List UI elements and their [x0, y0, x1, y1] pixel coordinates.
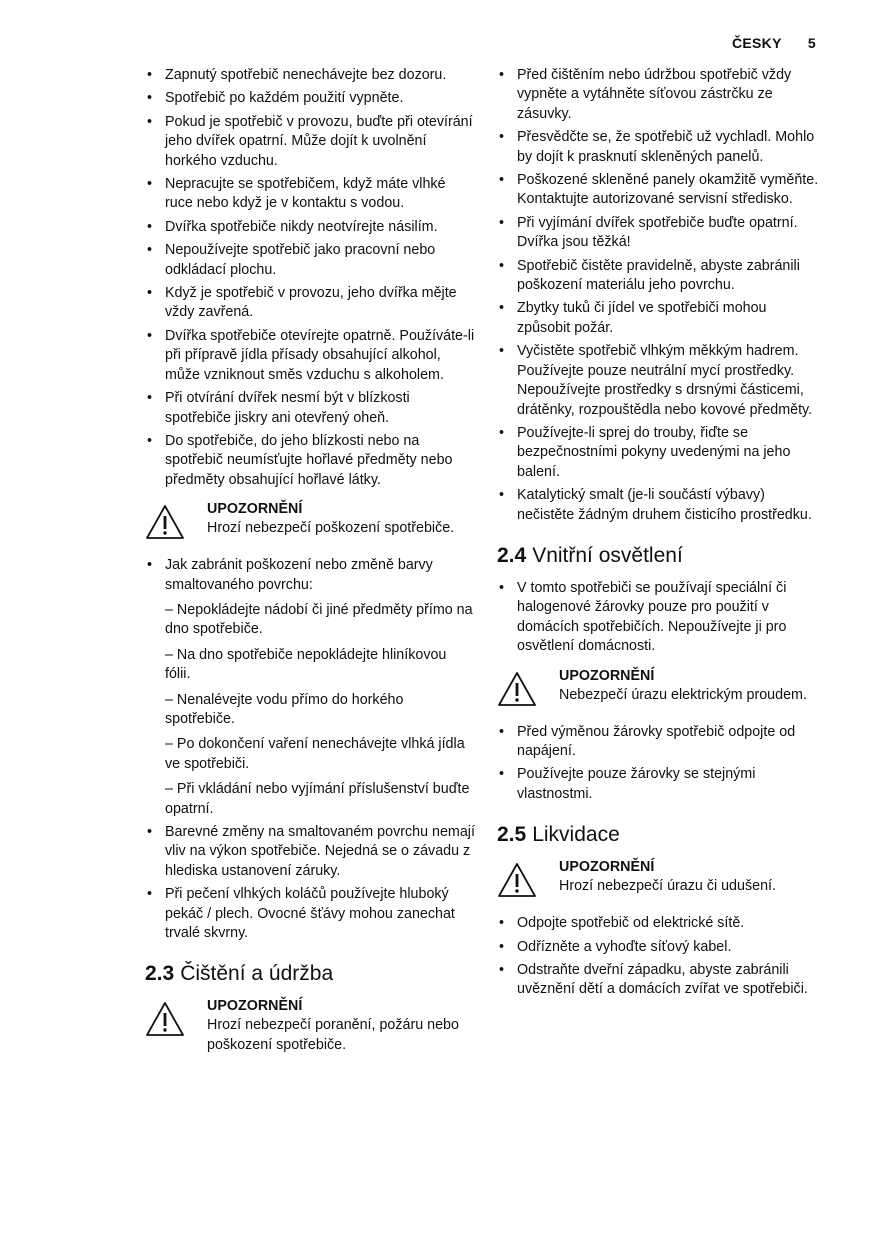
warning-box: [497, 667, 822, 711]
sub-item: – Nenalévejte vodu přímo do horkého spotřebiče.: [165, 691, 404, 727]
page-header: [732, 35, 816, 51]
list-item: • V tomto spotřebiči se používají speciální či halogenové žárovky pouze pro použití v domácích spotřebičích. Nepoužívejte ji pro osvětlení domácnosti.: [499, 579, 787, 655]
list-item: • Poškozené skleněné panely okamžitě vyměňte. Kontaktujte autorizované servisní středisko.: [499, 172, 819, 208]
bulb-list: [497, 723, 822, 805]
list-item: • Spotřebič čistěte pravidelně, abyste zabránili poškození materiálu jeho povrchu.: [499, 257, 800, 294]
language-label: ČESKY: [731, 35, 782, 51]
list-item: • Používejte-li sprej do trouby, řiďte se bezpečnostními pokyny uvedenými na jeho balení.: [499, 424, 791, 480]
warning-title: UPOZORNĚNÍ: [559, 859, 655, 876]
warning-box: [145, 500, 475, 544]
lighting-list: [497, 579, 822, 657]
list-item: • Přesvědčte se, že spotřebič už vychladl. Mohlo by dojít k prasknutí skleněných panelů.: [499, 129, 815, 165]
warning-text: Nebezpečí úrazu elektrickým proudem.: [559, 686, 807, 703]
right-column: [497, 66, 822, 1004]
list-item: • Katalytický smalt (je-li součástí výbavy) nečistěte žádným druhem čisticího prostředku.: [499, 487, 812, 523]
list-item: • Vyčistěte spotřebič vlhkým měkkým hadrem. Používejte pouze neutrální mycí prostředky. Nepoužívejte prostředky s drsnými částicemi, drátěnky, rozpouštědla nebo kovové předměty.: [499, 343, 813, 418]
sub-item: – Po dokončení vaření nenechávejte vlhká jídla ve spotřebiči.: [165, 736, 465, 772]
warning-text: Hrozí nebezpečí poranění, požáru nebo poškození spotřebiče.: [207, 1017, 459, 1053]
page-number: 5: [807, 35, 816, 51]
warning-title: UPOZORNĚNÍ: [207, 998, 303, 1015]
list-item: • Zapnutý spotřebič nenechávejte bez dozoru.: [147, 67, 447, 83]
warning-text: Hrozí nebezpečí úrazu či udušení.: [559, 878, 776, 895]
list-item: • Nepracujte se spotřebičem, když máte vlhké ruce nebo když je v kontaktu s vodou.: [147, 176, 446, 212]
safety-list: [145, 66, 475, 490]
enamel-list: [145, 556, 475, 943]
list-item: • Do spotřebiče, do jeho blízkosti nebo na spotřebič neumísťujte hořlavé předměty nebo předměty obsahující hořlavé látky.: [147, 432, 453, 488]
warning-triangle-icon: [497, 862, 537, 898]
list-item: • Spotřebič po každém použití vypněte.: [147, 90, 404, 107]
left-column: [145, 66, 475, 1067]
section-heading-2-5: 2.5 Likvidace: [497, 823, 620, 847]
list-item: • Dvířka spotřebiče otevírejte opatrně. Používáte-li při přípravě jídla přísady obsahující alkohol, může vzniknout směs vzduchu s alkoholem.: [147, 327, 475, 383]
warning-title: UPOZORNĚNÍ: [559, 667, 655, 684]
warning-box: [145, 997, 475, 1055]
section-heading-2-4: 2.4 Vnitřní osvětlení: [497, 543, 683, 567]
list-item: • Při otvírání dvířek nesmí být v blízkosti spotřebiče jiskry ani otevřený oheň.: [147, 390, 410, 426]
list-item: • Před čištěním nebo údržbou spotřebič vždy vypněte a vytáhněte síťovou zástrčku ze zásuvky.: [499, 67, 792, 122]
list-item: • Pokud je spotřebič v provozu, buďte při otevírání jeho dvířek opatrní. Může dojít k uvolnění horkého vzduchu.: [147, 113, 473, 169]
list-item: • Odřízněte a vyhoďte síťový kabel.: [499, 938, 732, 955]
cleaning-list: [497, 66, 822, 525]
list-item: • Zbytky tuků či jídel ve spotřebiči mohou způsobit požár.: [499, 300, 767, 336]
list-item: • Při pečení vlhkých koláčů používejte hluboký pekáč / plech. Ovocné šťávy mohou zanechat trvalé skvrny.: [147, 886, 455, 942]
list-item: • Používejte pouze žárovky se stejnými vlastnostmi.: [499, 766, 756, 802]
warning-box: [497, 858, 822, 902]
list-item: • Když je spotřebič v provozu, jeho dvířka mějte vždy zavřená.: [147, 285, 457, 321]
list-item: • Barevné změny na smaltovaném povrchu nemají vliv na výkon spotřebiče. Nejedná se o závadu z hlediska ustanovení záruky.: [147, 824, 475, 879]
sub-item: – Při vkládání nebo vyjímání příslušenství buďte opatrní.: [165, 781, 470, 817]
sub-item: – Na dno spotřebiče nepokládejte hliníkovou fólii.: [165, 646, 447, 683]
list-item: • Odpojte spotřebič od elektrické sítě.: [499, 915, 745, 932]
list-item: • Odstraňte dveřní západku, abyste zabránili uvěznění dětí a domácích zvířat ve spotřebiči.: [499, 962, 808, 998]
list-item: • Nepoužívejte spotřebič jako pracovní nebo odkládací plochu.: [147, 242, 436, 278]
warning-title: UPOZORNĚNÍ: [207, 501, 303, 518]
sub-item: – Nepokládejte nádobí či jiné předměty přímo na dno spotřebiče.: [165, 601, 473, 638]
warning-triangle-icon: [497, 671, 537, 707]
section-heading-2-3: 2.3 Čištění a údržba: [145, 962, 334, 986]
list-item: • Při vyjímání dvířek spotřebiče buďte opatrní. Dvířka jsou těžká!: [499, 214, 798, 251]
list-item: • Dvířka spotřebiče nikdy neotvírejte násilím.: [147, 218, 438, 235]
list-item: • Jak zabránit poškození nebo změně barvy smaltovaného povrchu: – Nepokládejte nádobí či jiné předměty přímo na dno spotřebiče. – Na dno spotřebiče nepokládejte hliníkovou fólii. – Nenalévejte vodu přímo do horkého spotřebiče. – Po dokončení vaření nenechávejte vlhká jídla ve spotřebiči. – Při vkládání nebo vyjímání příslušenství buďte opatrní.: [145, 556, 475, 819]
warning-text: Hrozí nebezpečí poškození spotřebiče.: [207, 520, 455, 537]
disposal-list: [497, 914, 822, 1000]
warning-triangle-icon: [145, 504, 185, 540]
warning-triangle-icon: [145, 1001, 185, 1037]
list-item: • Před výměnou žárovky spotřebič odpojte od napájení.: [499, 723, 796, 759]
